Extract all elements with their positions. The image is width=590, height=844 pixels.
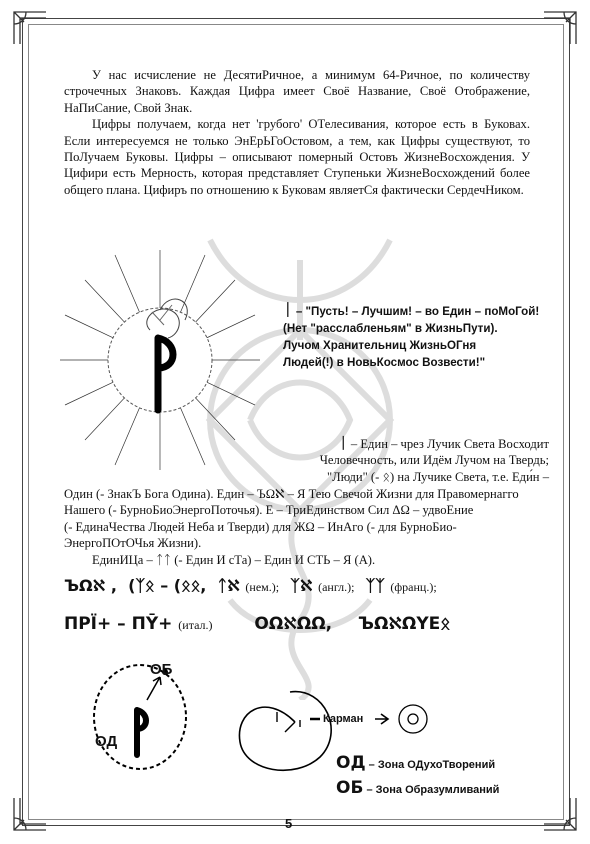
edin-rune-symbol: ᛁ	[338, 436, 348, 452]
legend-symbol-ob: ОБ	[336, 778, 364, 798]
diagram-label-od: ОД	[95, 733, 118, 750]
quote-line-3: Лучом Хранительниц ЖизньОГня	[283, 339, 477, 352]
glyph-variant: (ᛉᛟ – (ᛟᛟ,	[128, 576, 207, 595]
glyph-row-2	[64, 614, 450, 634]
glyph-french: ᛉᛉ	[365, 576, 385, 595]
karman-label: Карман	[323, 713, 364, 725]
corner-ornament	[540, 8, 580, 48]
edin-full-line-1: Один (- ЗнакЪ Бога Одина). Един – ЪΩℵ – Я Тею Свечой Жизни для Правомернагго	[64, 487, 519, 501]
karman-diagram	[225, 672, 440, 792]
glyph-english: ᛉℵ	[290, 576, 313, 595]
glyph-row-1	[64, 576, 437, 595]
edin-full-line-2: Нашего (- БурноБиоЭнергоПоточья). Ε – ТриЕдинством Сил ΔΩ – удвоЕние	[64, 503, 474, 518]
legend-symbol-od: ОД	[336, 753, 366, 773]
radiant-sun-illustration	[60, 250, 260, 470]
corner-ornament	[10, 8, 50, 48]
label-french: (франц.);	[390, 580, 437, 594]
label-english: (англ.);	[318, 580, 355, 594]
paragraph-digits: Цифры получаем, когда нет 'грубого' ОТелесивания, которое есть в Буковах. Если интересуемся не только ЭнЕрЬГоОстовом, а тем, как Цифры существуют, то ПоЛучаем Буковы. Цифры – описывают померный Остовъ ЖизнеВосхождения. У Цифири есть Мерность, которая представляет Ступеньки ЖизнеВосхождений более общего плана. Цифиръ по отношению к Буковам являетСя фактически СердечНиком.	[64, 117, 530, 197]
quote-block	[283, 302, 553, 371]
corner-ornament	[10, 794, 50, 834]
edin-line-3: "Люди" (- ᛟ) на Лучике Света, т.е. Еди́н –	[327, 469, 549, 484]
diagram-label-ob: ОБ	[150, 661, 173, 678]
edin-line-2: Человечность, или Идём Лучом на Твердь;	[319, 453, 549, 468]
legend-text-ob: – Зона Образумливаний	[366, 784, 500, 796]
quote-line-1: – "Пусть! – Лучшим! – во Един – поМоГой!	[295, 305, 540, 318]
glyph-word-3: ЪΩℵΩΥΕᛟ	[357, 614, 451, 634]
od-ob-diagram	[85, 655, 205, 775]
edin-indented-text	[285, 436, 549, 485]
glyph-edin: ЪΩℵ ,	[64, 576, 117, 595]
edin-full-line-3: (- ЕдинаЧества Людей Неба и Тверди) для ЖΩ – ИнАго (- для БурноБио-	[64, 519, 457, 534]
glyph-italian: ПРÏ+ – ПῩ+	[64, 614, 173, 634]
edin-last-line: ЕдинИЦа – ᛏᛏ (- Един И сТа) – Един И СТЬ – Я (Α).	[92, 552, 376, 567]
legend-item-od	[336, 753, 495, 773]
page-number: 5	[285, 816, 293, 831]
label-italian: (итал.)	[178, 618, 213, 632]
corner-ornament	[540, 794, 580, 834]
rune-symbol: ᛁ	[283, 302, 293, 319]
edin-full-text	[64, 486, 552, 568]
glyph-word-2: ΟΩℵΩΩ,	[254, 614, 333, 634]
legend-item-ob	[336, 778, 499, 798]
label-german: (нем.);	[245, 580, 280, 594]
edin-line-1: – Един – чрез Лучик Света Восходит	[350, 437, 549, 451]
paragraph-numbering: У нас исчисление не ДесятиРичное, а минимум 64-Ричное, по количеству строчечных Знаковъ. Каждая Цифра имеет Своё Название, Своё Отображение, НаПиСание, Свой Знак.	[64, 68, 530, 115]
intro-text	[64, 67, 530, 198]
quote-line-2: (Нет "расслабленьям" в ЖизньПути).	[283, 322, 498, 335]
glyph-german: ᛏℵ	[217, 576, 240, 595]
legend-text-od: – Зона ОДухоТворений	[368, 759, 496, 771]
quote-line-4: Людей(!) в НовьКосмос Возвести!"	[283, 356, 486, 369]
edin-full-line-4: ЭнергоПОтОЧья Жизни).	[64, 536, 202, 551]
